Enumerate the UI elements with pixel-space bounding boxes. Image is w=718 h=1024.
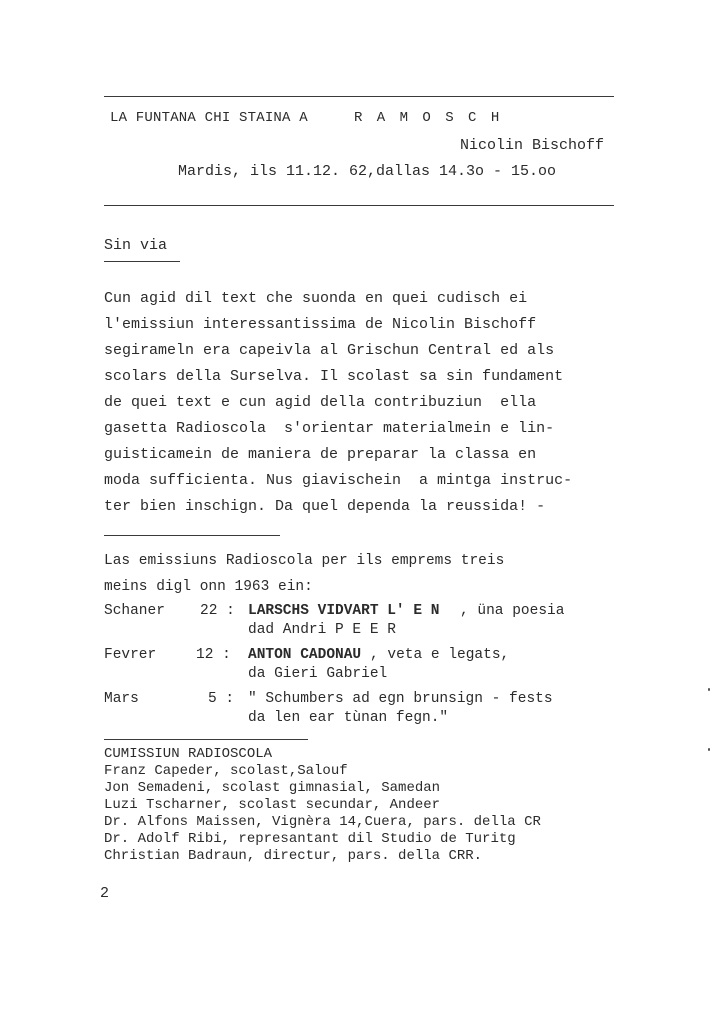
- commission-member: Dr. Adolf Ribi, represantant dil Studio de Turitg: [104, 831, 516, 847]
- author-name: Nicolin Bischoff: [460, 137, 605, 154]
- intro-heading: Sin via: [104, 237, 168, 254]
- commission-member: Dr. Alfons Maissen, Vignèra 14,Cuera, pars. della CR: [104, 814, 541, 830]
- commission-member: Luzi Tscharner, scolast secundar, Andeer: [104, 797, 441, 813]
- schedule-title: ANTON CADONAU: [248, 647, 362, 663]
- schedule-rest: , üna poesia: [460, 603, 565, 619]
- intro-line: Cun agid dil text che suonda en quei cudisch ei: [104, 290, 528, 307]
- commission-member: Franz Capeder, scolast,Salouf: [104, 763, 348, 779]
- header-top-rule: [104, 96, 614, 97]
- schedule-day: 5 :: [208, 691, 235, 707]
- commission-member: Jon Semadeni, scolast gimnasial, Samedan: [104, 780, 441, 796]
- schedule-rest: " Schumbers ad egn brunsign - fests: [248, 691, 553, 707]
- schedule-month: Mars: [104, 691, 139, 707]
- schedule-month: Fevrer: [104, 647, 157, 663]
- intro-line: ter bien inschign. Da quel dependa la reussida! -: [104, 498, 546, 515]
- title-left: LA FUNTANA CHI STAINA A: [110, 110, 308, 126]
- commission-member: Christian Badraun, directur, pars. della CRR.: [104, 848, 483, 864]
- schedule-line2: da Gieri Gabriel: [248, 666, 388, 682]
- schedule-line2: dad Andri P E E R: [248, 622, 396, 638]
- schedule-day: 12 :: [196, 647, 231, 663]
- commission-heading: CUMISSIUN RADIOSCOLA: [104, 746, 273, 762]
- schedule-title: LARSCHS VIDVART L' E N: [248, 603, 440, 619]
- header-bottom-rule: [104, 205, 614, 206]
- intro-line: l'emissiun interessantissima de Nicolin Bischoff: [104, 316, 537, 333]
- intro-line: scolars della Surselva. Il scolast sa sin fundament: [104, 368, 564, 385]
- scan-speck: [708, 688, 710, 691]
- schedule-day: 22 :: [200, 603, 235, 619]
- schedule-line2: da len ear tùnan fegn.": [248, 710, 449, 726]
- intro-bottom-rule: [104, 535, 280, 536]
- intro-heading-underline: [104, 261, 180, 262]
- intro-line: moda sufficienta. Nus giavischein a mintga instruc-: [104, 472, 573, 489]
- intro-line: guisticamein de maniera de preparar la classa en: [104, 446, 537, 463]
- schedule-intro-line: meins digl onn 1963 ein:: [104, 579, 313, 595]
- intro-line: segirameln era capeivla al Grischun Central ed als: [104, 342, 555, 359]
- schedule-month: Schaner: [104, 603, 165, 619]
- page-number: 2: [100, 885, 110, 902]
- scan-speck: [708, 748, 710, 751]
- intro-line: gasetta Radioscola s'orientar materialmein e lin-: [104, 420, 555, 437]
- schedule-intro-line: Las emissiuns Radioscola per ils emprems treis: [104, 553, 505, 569]
- title-place: R A M O S C H: [354, 110, 503, 126]
- schedule-bottom-rule: [104, 739, 308, 740]
- broadcast-datetime: Mardis, ils 11.12. 62,dallas 14.3o - 15.oo: [178, 163, 557, 180]
- schedule-rest: , veta e legats,: [370, 647, 510, 663]
- intro-line: de quei text e cun agid della contribuziun ella: [104, 394, 537, 411]
